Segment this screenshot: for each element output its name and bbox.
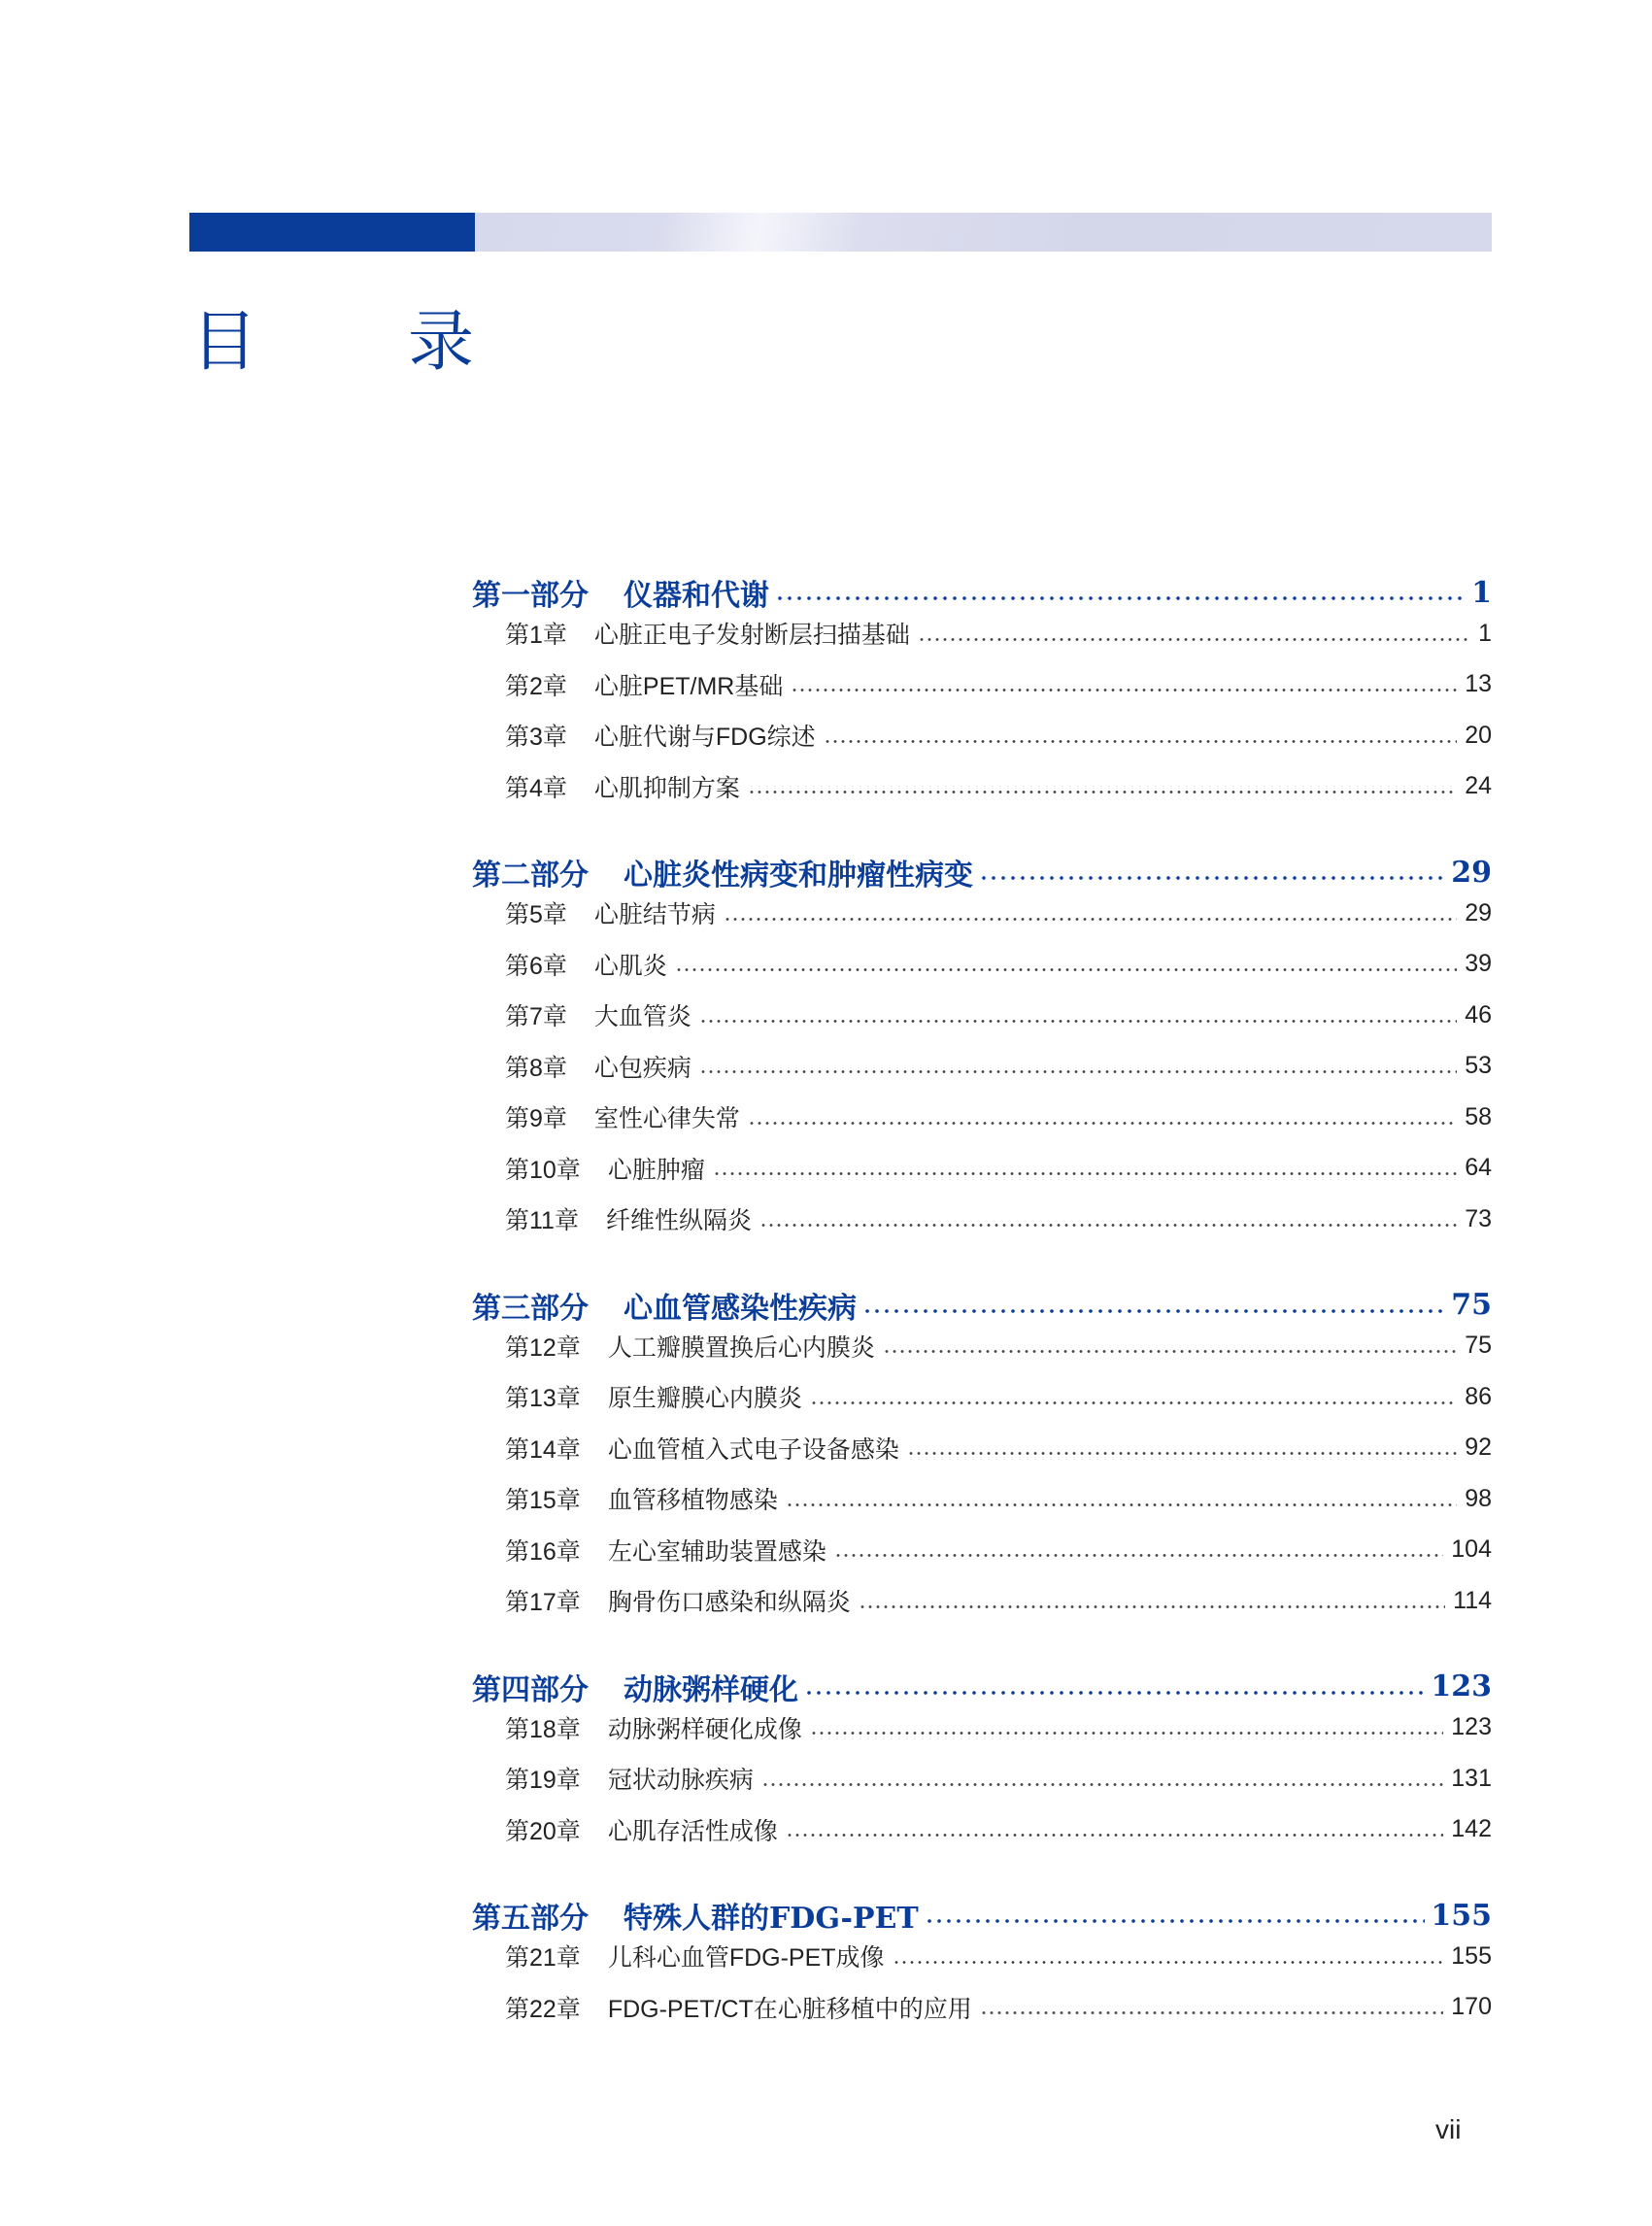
chapter-number: 第11章 xyxy=(505,1207,579,1234)
chapter-title: 胸骨伤口感染和纵隔炎 xyxy=(607,1589,851,1616)
toc-part-entry[interactable] xyxy=(472,1664,1492,1710)
part-number: 第三部分 xyxy=(472,1291,589,1326)
toc-part-entry[interactable] xyxy=(472,1892,1492,1939)
toc-chapter-entry[interactable] xyxy=(505,614,1492,653)
dot-leader xyxy=(810,1731,1443,1736)
chapter-number: 第20章 xyxy=(505,1817,581,1845)
page-reference: 123 xyxy=(1451,1713,1492,1740)
chapter-title: 心血管植入式电子设备感染 xyxy=(607,1435,899,1464)
dot-leader xyxy=(980,2010,1443,2015)
chapter-number: 第2章 xyxy=(505,672,567,700)
page-reference: 131 xyxy=(1451,1764,1492,1792)
chapter-number: 第4章 xyxy=(505,774,567,802)
page-reference: 29 xyxy=(1465,898,1492,927)
toc-chapter-entry[interactable] xyxy=(505,1531,1492,1569)
part-number: 第四部分 xyxy=(472,1672,589,1707)
chapter-title: FDG-PET/CT在心脏移植中的应用 xyxy=(607,1995,972,2023)
toc-chapter-entry[interactable] xyxy=(505,1149,1492,1188)
toc-chapter-entry[interactable] xyxy=(505,716,1492,755)
dot-leader xyxy=(893,1960,1444,1965)
chapter-number: 第8章 xyxy=(505,1054,567,1082)
part-title: 心血管感染性疾病 xyxy=(624,1291,857,1326)
page-reference: 13 xyxy=(1465,670,1492,697)
chapter-title: 纤维性纵隔炎 xyxy=(605,1207,752,1234)
page-reference: 155 xyxy=(1431,1898,1492,1933)
chapter-number: 第3章 xyxy=(505,724,567,751)
dot-leader xyxy=(804,1690,1425,1696)
toc-chapter-entry[interactable] xyxy=(505,1097,1492,1136)
page-reference: 29 xyxy=(1451,855,1492,890)
chapter-title: 室性心律失常 xyxy=(593,1105,740,1132)
page-title-char-1: 目 xyxy=(191,304,258,381)
page-reference: 75 xyxy=(1451,1288,1492,1322)
dot-leader xyxy=(759,1223,1457,1228)
dot-leader xyxy=(925,1918,1426,1924)
page-reference: 114 xyxy=(1453,1586,1492,1614)
chapter-number: 第22章 xyxy=(505,1995,581,2023)
part-number: 第五部分 xyxy=(472,1902,589,1936)
toc-chapter-entry[interactable] xyxy=(505,945,1492,984)
dot-leader xyxy=(724,917,1457,922)
page-reference: 86 xyxy=(1465,1382,1492,1410)
chapter-title: 儿科心血管FDG-PET成像 xyxy=(607,1944,885,1972)
page-title-char-2: 录 xyxy=(408,304,475,381)
dot-leader xyxy=(699,1019,1457,1024)
dot-leader xyxy=(834,1553,1443,1558)
dot-leader xyxy=(862,1308,1445,1314)
chapter-number: 第21章 xyxy=(505,1944,581,1972)
dot-leader xyxy=(713,1171,1457,1176)
page-reference: 1 xyxy=(1471,575,1492,610)
header-decorative-bar xyxy=(189,213,1492,252)
chapter-title: 心脏代谢与FDG综述 xyxy=(593,724,816,751)
chapter-title: 动脉粥样硬化成像 xyxy=(607,1715,802,1743)
toc-chapter-entry[interactable] xyxy=(505,995,1492,1034)
page-reference: 155 xyxy=(1451,1941,1492,1970)
part-title: 特殊人群的FDG-PET xyxy=(624,1902,919,1936)
page-reference: 20 xyxy=(1465,721,1492,749)
page-reference: 123 xyxy=(1431,1670,1492,1703)
toc-chapter-entry[interactable] xyxy=(505,1047,1492,1086)
dot-leader xyxy=(699,1069,1457,1074)
dot-leader xyxy=(824,739,1458,744)
dot-leader xyxy=(748,1121,1457,1126)
chapter-number: 第13章 xyxy=(505,1385,581,1412)
dot-leader xyxy=(786,1502,1457,1507)
page-reference: 53 xyxy=(1465,1052,1492,1079)
dot-leader xyxy=(675,967,1457,972)
toc-chapter-entry[interactable] xyxy=(505,1199,1492,1238)
toc-chapter-entry[interactable] xyxy=(505,1988,1492,2027)
toc-chapter-entry[interactable] xyxy=(505,1708,1492,1747)
chapter-title: 大血管炎 xyxy=(593,1003,691,1030)
chapter-title: 心肌炎 xyxy=(593,952,667,980)
chapter-title: 心肌存活性成像 xyxy=(607,1817,778,1845)
part-number: 第一部分 xyxy=(472,579,589,613)
part-title: 心脏炎性病变和肿瘤性病变 xyxy=(624,859,973,893)
dot-leader xyxy=(786,1833,1443,1838)
part-title: 仪器和代谢 xyxy=(624,579,769,613)
chapter-title: 心包疾病 xyxy=(593,1054,691,1082)
chapter-number: 第1章 xyxy=(505,622,567,649)
toc-part-entry[interactable] xyxy=(472,849,1492,895)
chapter-number: 第6章 xyxy=(505,952,567,980)
chapter-number: 第7章 xyxy=(505,1003,567,1030)
chapter-number: 第5章 xyxy=(505,901,567,928)
dot-leader xyxy=(775,595,1466,601)
chapter-number: 第12章 xyxy=(505,1333,581,1362)
page-reference: 58 xyxy=(1465,1102,1492,1130)
part-title: 动脉粥样硬化 xyxy=(624,1672,798,1707)
chapter-title: 人工瓣膜置换后心内膜炎 xyxy=(607,1333,875,1362)
toc-chapter-entry[interactable] xyxy=(505,767,1492,806)
toc-chapter-entry[interactable] xyxy=(505,1327,1492,1366)
page-reference: 104 xyxy=(1451,1535,1492,1563)
chapter-title: 心脏PET/MR基础 xyxy=(593,672,784,700)
toc-part-entry[interactable] xyxy=(472,1282,1492,1329)
chapter-title: 心脏结节病 xyxy=(593,901,716,928)
page-reference: 170 xyxy=(1451,1993,1492,2020)
chapter-title: 心脏正电子发射断层扫描基础 xyxy=(593,622,910,649)
page-reference: 92 xyxy=(1465,1433,1492,1461)
chapter-title: 冠状动脉疾病 xyxy=(607,1767,754,1794)
chapter-title: 心脏肿瘤 xyxy=(607,1156,705,1184)
page-reference: 64 xyxy=(1465,1154,1492,1181)
chapter-number: 第18章 xyxy=(505,1715,581,1743)
toc-part-entry[interactable] xyxy=(472,569,1492,616)
page-reference: 98 xyxy=(1465,1484,1492,1512)
header-bar-dark-segment xyxy=(189,213,475,252)
page-reference: 24 xyxy=(1465,772,1492,799)
part-number: 第二部分 xyxy=(472,859,589,893)
chapter-number: 第17章 xyxy=(505,1589,581,1616)
header-bar-light-segment xyxy=(475,213,1492,252)
chapter-number: 第19章 xyxy=(505,1767,581,1794)
page-number: vii xyxy=(1435,2114,1462,2144)
toc-chapter-entry[interactable] xyxy=(505,1581,1492,1620)
page-reference: 75 xyxy=(1465,1332,1492,1359)
toc-chapter-entry[interactable] xyxy=(505,1810,1492,1849)
dot-leader xyxy=(979,875,1445,881)
chapter-title: 心肌抑制方案 xyxy=(593,774,740,802)
chapter-number: 第9章 xyxy=(505,1105,567,1132)
dot-leader xyxy=(791,688,1457,692)
dot-leader xyxy=(859,1604,1445,1609)
dot-leader xyxy=(883,1349,1457,1354)
toc-chapter-entry[interactable] xyxy=(505,894,1492,932)
chapter-title: 血管移植物感染 xyxy=(607,1487,778,1514)
toc-chapter-entry[interactable] xyxy=(505,1479,1492,1518)
page-reference: 39 xyxy=(1465,950,1492,977)
page-reference: 46 xyxy=(1465,1000,1492,1029)
page-reference: 73 xyxy=(1465,1204,1492,1232)
page-reference: 142 xyxy=(1451,1815,1492,1842)
chapter-title: 左心室辅助装置感染 xyxy=(607,1537,826,1566)
chapter-title: 原生瓣膜心内膜炎 xyxy=(607,1385,802,1412)
page-title xyxy=(191,304,502,382)
toc-chapter-entry[interactable] xyxy=(505,1759,1492,1798)
dot-leader xyxy=(918,637,1470,642)
dot-leader xyxy=(748,790,1457,794)
dot-leader xyxy=(907,1451,1457,1456)
toc-chapter-entry[interactable] xyxy=(505,1937,1492,1975)
chapter-number: 第16章 xyxy=(505,1537,581,1566)
toc-chapter-entry[interactable] xyxy=(505,1429,1492,1467)
dot-leader xyxy=(810,1400,1457,1405)
toc-chapter-entry[interactable] xyxy=(505,1377,1492,1416)
chapter-number: 第14章 xyxy=(505,1435,581,1464)
page-reference: 1 xyxy=(1478,619,1492,647)
chapter-number: 第10章 xyxy=(505,1156,581,1184)
toc-chapter-entry[interactable] xyxy=(505,665,1492,704)
dot-leader xyxy=(761,1782,1443,1787)
chapter-number: 第15章 xyxy=(505,1487,581,1514)
